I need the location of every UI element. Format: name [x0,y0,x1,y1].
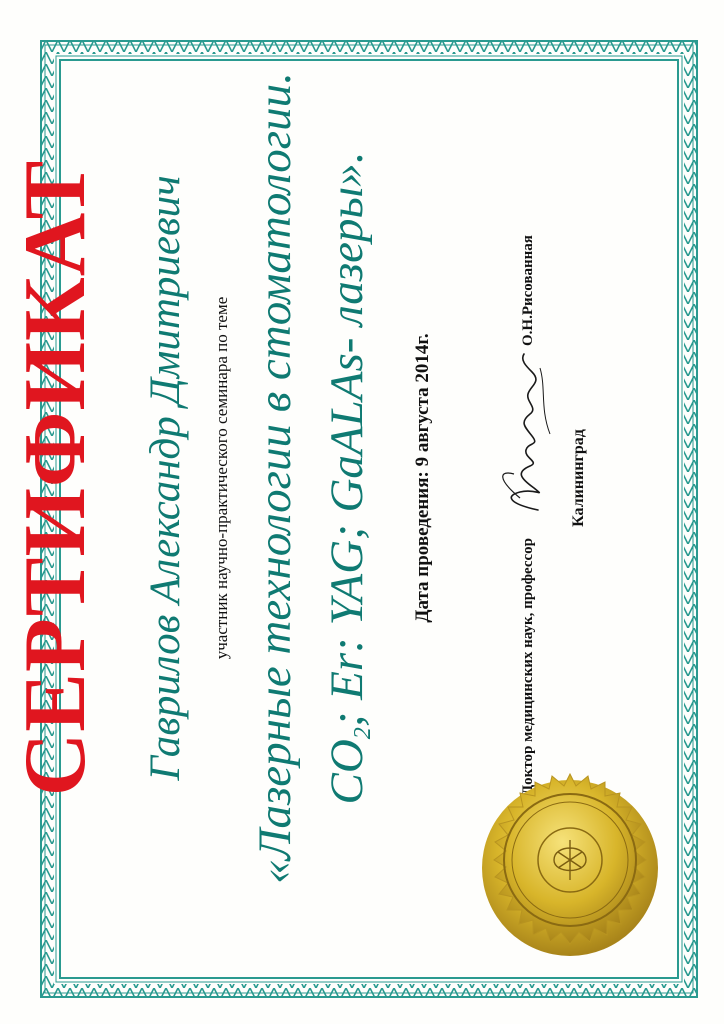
signer-name: О.Н.Рисованная [520,235,536,346]
gold-seal-icon [470,768,670,968]
city-name: Калининград [570,429,587,527]
seminar-topic-line-2 [321,0,376,978]
topic-co-text: CO [321,739,373,805]
topic-subscript: 2 [350,727,376,740]
signer-degree: Доктор медицинских наук, профессор [520,538,536,796]
recipient-name: Гаврилов Александр Дмитриевич [142,175,189,781]
event-date: Дата проведения: 9 августа 2014г. [412,333,433,623]
seminar-topic-line-1: «Лазерные технологии в стоматологии. [249,72,301,884]
certificate-title: СЕРТИФИКАТ [7,159,104,797]
topic-rest-text: ; Er: YAG; GaALAs- лазеры». [321,151,373,728]
participant-text: участник научно-практического семинара по теме [212,296,231,660]
handwritten-signature [490,348,560,518]
